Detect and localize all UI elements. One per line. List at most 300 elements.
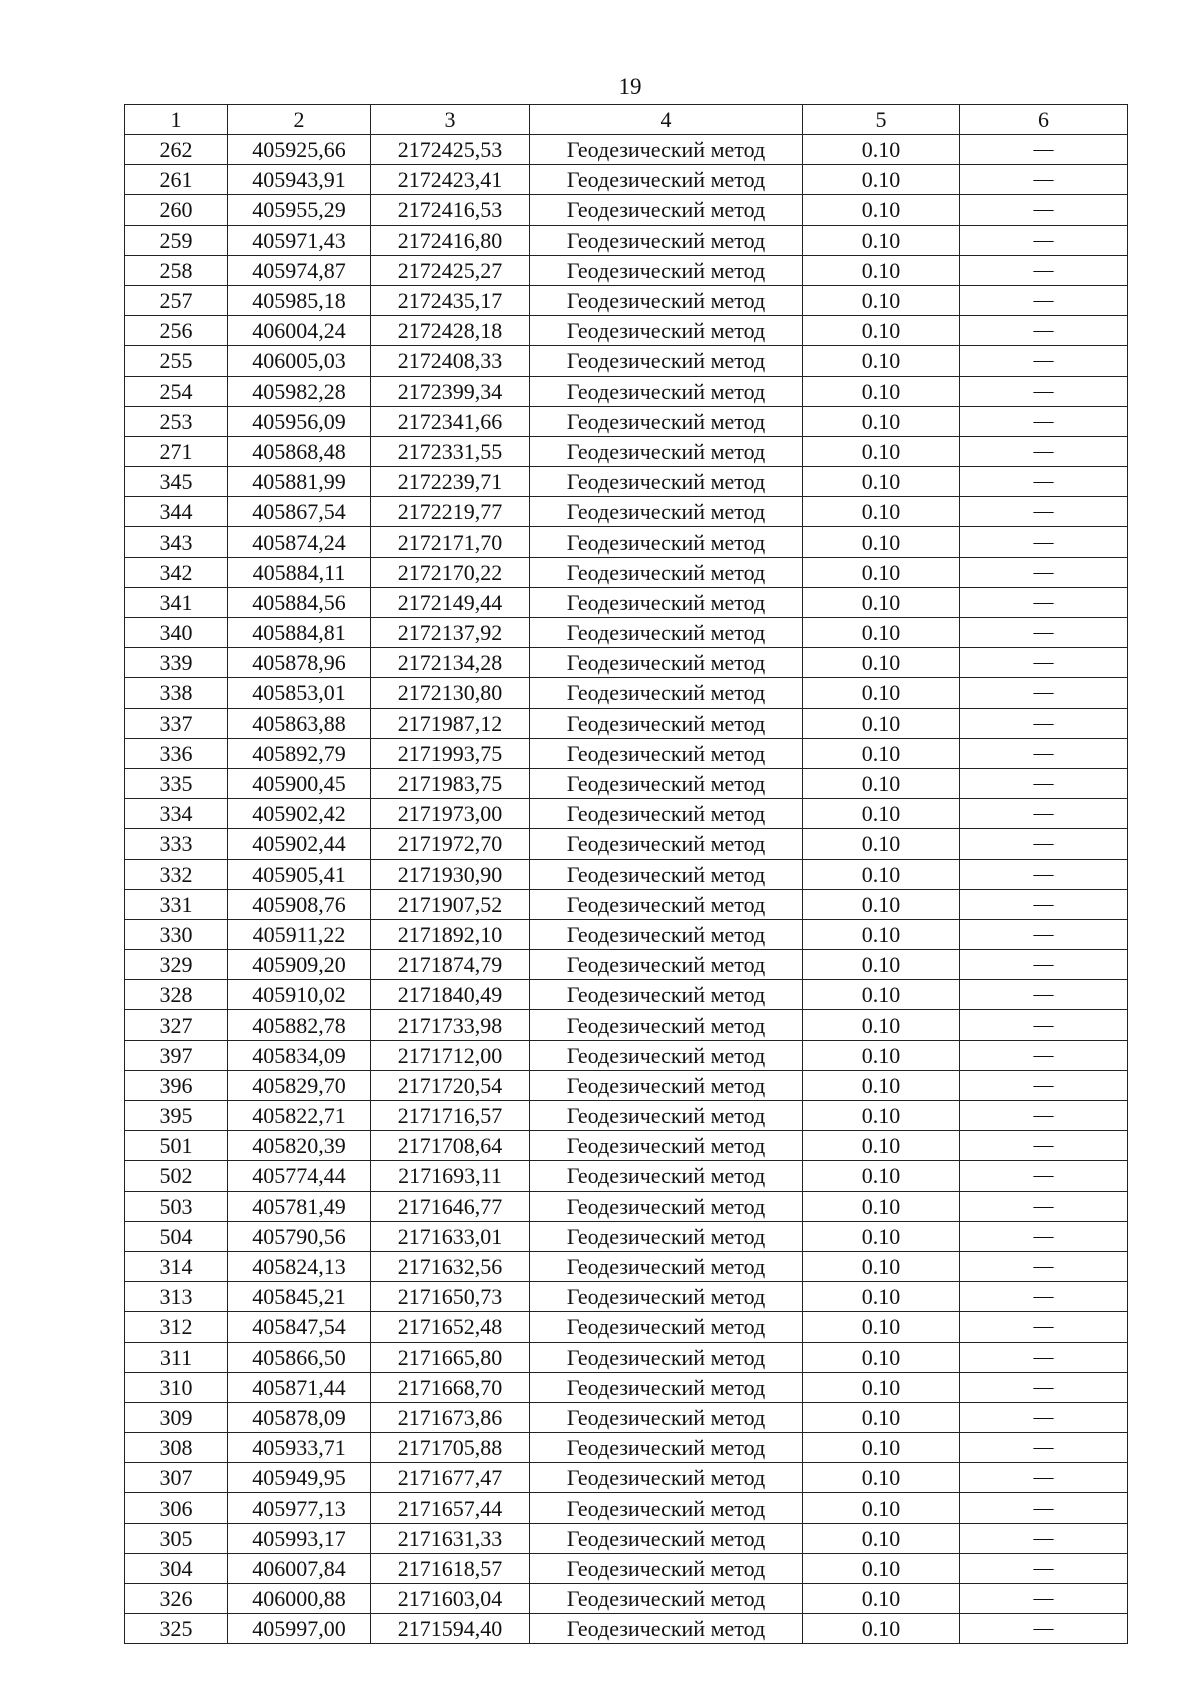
cell-coordinate-x: 405878,09	[228, 1402, 371, 1432]
cell-coordinate-y: 2172341,66	[371, 406, 530, 436]
cell-coordinate-y: 2172219,77	[371, 497, 530, 527]
cell-coordinate-x: 405868,48	[228, 436, 371, 466]
cell-note: —	[960, 859, 1128, 889]
table-row	[125, 829, 1128, 859]
cell-method: Геодезический метод	[530, 1342, 803, 1372]
cell-note: —	[960, 497, 1128, 527]
cell-point-number: 253	[125, 406, 228, 436]
cell-accuracy: 0.10	[803, 1553, 960, 1583]
cell-coordinate-x: 405781,49	[228, 1191, 371, 1221]
cell-method: Геодезический метод	[530, 285, 803, 315]
cell-accuracy: 0.10	[803, 1402, 960, 1432]
cell-coordinate-x: 406000,88	[228, 1584, 371, 1614]
cell-note: —	[960, 346, 1128, 376]
table-row	[125, 1131, 1128, 1161]
cell-coordinate-y: 2172423,41	[371, 165, 530, 195]
cell-coordinate-y: 2171720,54	[371, 1070, 530, 1100]
table-row	[125, 980, 1128, 1010]
cell-method: Геодезический метод	[530, 1402, 803, 1432]
cell-method: Геодезический метод	[530, 436, 803, 466]
table-row	[125, 255, 1128, 285]
cell-point-number: 503	[125, 1191, 228, 1221]
cell-method: Геодезический метод	[530, 1553, 803, 1583]
cell-point-number: 314	[125, 1251, 228, 1281]
table-row	[125, 648, 1128, 678]
cell-note: —	[960, 678, 1128, 708]
cell-point-number: 307	[125, 1463, 228, 1493]
table-row	[125, 1402, 1128, 1432]
cell-method: Геодезический метод	[530, 527, 803, 557]
table-row	[125, 618, 1128, 648]
cell-point-number: 343	[125, 527, 228, 557]
cell-point-number: 254	[125, 376, 228, 406]
cell-coordinate-y: 2171693,11	[371, 1161, 530, 1191]
cell-accuracy: 0.10	[803, 1584, 960, 1614]
cell-note: —	[960, 799, 1128, 829]
cell-coordinate-x: 405820,39	[228, 1131, 371, 1161]
cell-point-number: 258	[125, 255, 228, 285]
table-row	[125, 1312, 1128, 1342]
cell-note: —	[960, 738, 1128, 768]
table-row	[125, 436, 1128, 466]
cell-accuracy: 0.10	[803, 1161, 960, 1191]
cell-method: Геодезический метод	[530, 1493, 803, 1523]
table-row	[125, 1161, 1128, 1191]
cell-coordinate-x: 405774,44	[228, 1161, 371, 1191]
cell-coordinate-x: 406004,24	[228, 316, 371, 346]
cell-coordinate-x: 405985,18	[228, 285, 371, 315]
cell-accuracy: 0.10	[803, 889, 960, 919]
cell-method: Геодезический метод	[530, 738, 803, 768]
cell-point-number: 311	[125, 1342, 228, 1372]
cell-coordinate-x: 405874,24	[228, 527, 371, 557]
cell-coordinate-y: 2171733,98	[371, 1010, 530, 1040]
column-header-coordinate-y: 3	[371, 105, 530, 135]
column-header-coordinate-x: 2	[228, 105, 371, 135]
table-row	[125, 738, 1128, 768]
cell-point-number: 257	[125, 285, 228, 315]
cell-note: —	[960, 1463, 1128, 1493]
table-row	[125, 919, 1128, 949]
table-row	[125, 1221, 1128, 1251]
cell-method: Геодезический метод	[530, 829, 803, 859]
cell-note: —	[960, 376, 1128, 406]
cell-note: —	[960, 768, 1128, 798]
cell-point-number: 397	[125, 1040, 228, 1070]
cell-note: —	[960, 1221, 1128, 1251]
cell-note: —	[960, 1553, 1128, 1583]
cell-coordinate-x: 405822,71	[228, 1101, 371, 1131]
cell-coordinate-y: 2171705,88	[371, 1433, 530, 1463]
cell-coordinate-y: 2171632,56	[371, 1251, 530, 1281]
cell-accuracy: 0.10	[803, 738, 960, 768]
cell-coordinate-y: 2171892,10	[371, 919, 530, 949]
cell-coordinate-x: 405845,21	[228, 1282, 371, 1312]
cell-coordinate-y: 2171633,01	[371, 1221, 530, 1251]
cell-coordinate-y: 2171677,47	[371, 1463, 530, 1493]
cell-coordinate-x: 405884,56	[228, 587, 371, 617]
cell-coordinate-y: 2171646,77	[371, 1191, 530, 1221]
table-row	[125, 497, 1128, 527]
cell-method: Геодезический метод	[530, 1433, 803, 1463]
cell-note: —	[960, 225, 1128, 255]
table-row	[125, 889, 1128, 919]
cell-point-number: 271	[125, 436, 228, 466]
cell-coordinate-x: 405867,54	[228, 497, 371, 527]
table-row	[125, 1010, 1128, 1040]
cell-note: —	[960, 950, 1128, 980]
table-row	[125, 799, 1128, 829]
cell-coordinate-y: 2172408,33	[371, 346, 530, 376]
cell-method: Геодезический метод	[530, 1131, 803, 1161]
cell-accuracy: 0.10	[803, 436, 960, 466]
table-row	[125, 587, 1128, 617]
cell-accuracy: 0.10	[803, 1523, 960, 1553]
cell-coordinate-x: 405905,41	[228, 859, 371, 889]
cell-note: —	[960, 919, 1128, 949]
cell-accuracy: 0.10	[803, 1101, 960, 1131]
cell-coordinate-x: 405982,28	[228, 376, 371, 406]
cell-method: Геодезический метод	[530, 950, 803, 980]
cell-note: —	[960, 467, 1128, 497]
cell-accuracy: 0.10	[803, 497, 960, 527]
cell-method: Геодезический метод	[530, 467, 803, 497]
cell-note: —	[960, 1614, 1128, 1644]
cell-method: Геодезический метод	[530, 618, 803, 648]
cell-coordinate-x: 405884,81	[228, 618, 371, 648]
cell-coordinate-x: 405971,43	[228, 225, 371, 255]
cell-note: —	[960, 1312, 1128, 1342]
table-row	[125, 1433, 1128, 1463]
cell-point-number: 310	[125, 1372, 228, 1402]
cell-coordinate-x: 405882,78	[228, 1010, 371, 1040]
cell-coordinate-y: 2172239,71	[371, 467, 530, 497]
cell-point-number: 336	[125, 738, 228, 768]
cell-accuracy: 0.10	[803, 376, 960, 406]
table-row	[125, 1493, 1128, 1523]
cell-note: —	[960, 1191, 1128, 1221]
cell-method: Геодезический метод	[530, 648, 803, 678]
cell-method: Геодезический метод	[530, 768, 803, 798]
cell-coordinate-x: 405908,76	[228, 889, 371, 919]
table-row	[125, 285, 1128, 315]
cell-method: Геодезический метод	[530, 678, 803, 708]
cell-point-number: 325	[125, 1614, 228, 1644]
table-row	[125, 1191, 1128, 1221]
table-row	[125, 1553, 1128, 1583]
cell-note: —	[960, 1040, 1128, 1070]
cell-point-number: 256	[125, 316, 228, 346]
cell-point-number: 260	[125, 195, 228, 225]
cell-coordinate-y: 2172399,34	[371, 376, 530, 406]
cell-method: Геодезический метод	[530, 195, 803, 225]
cell-accuracy: 0.10	[803, 829, 960, 859]
cell-accuracy: 0.10	[803, 859, 960, 889]
cell-note: —	[960, 195, 1128, 225]
table-row	[125, 316, 1128, 346]
cell-accuracy: 0.10	[803, 1342, 960, 1372]
cell-accuracy: 0.10	[803, 195, 960, 225]
cell-coordinate-x: 405925,66	[228, 135, 371, 165]
cell-point-number: 396	[125, 1070, 228, 1100]
cell-note: —	[960, 1010, 1128, 1040]
cell-method: Геодезический метод	[530, 1040, 803, 1070]
cell-accuracy: 0.10	[803, 285, 960, 315]
cell-accuracy: 0.10	[803, 1040, 960, 1070]
cell-coordinate-y: 2171907,52	[371, 889, 530, 919]
cell-accuracy: 0.10	[803, 1191, 960, 1221]
table-row	[125, 1523, 1128, 1553]
cell-note: —	[960, 1342, 1128, 1372]
cell-coordinate-x: 405909,20	[228, 950, 371, 980]
cell-note: —	[960, 1101, 1128, 1131]
cell-note: —	[960, 436, 1128, 466]
cell-point-number: 340	[125, 618, 228, 648]
cell-method: Геодезический метод	[530, 135, 803, 165]
cell-point-number: 331	[125, 889, 228, 919]
table-row	[125, 225, 1128, 255]
cell-method: Геодезический метод	[530, 165, 803, 195]
cell-coordinate-y: 2171631,33	[371, 1523, 530, 1553]
cell-method: Геодезический метод	[530, 1463, 803, 1493]
cell-method: Геодезический метод	[530, 587, 803, 617]
cell-coordinate-x: 405997,00	[228, 1614, 371, 1644]
cell-coordinate-x: 405902,44	[228, 829, 371, 859]
cell-accuracy: 0.10	[803, 1221, 960, 1251]
cell-method: Геодезический метод	[530, 889, 803, 919]
cell-coordinate-y: 2171665,80	[371, 1342, 530, 1372]
cell-accuracy: 0.10	[803, 1282, 960, 1312]
cell-coordinate-y: 2172425,53	[371, 135, 530, 165]
cell-note: —	[960, 1584, 1128, 1614]
cell-accuracy: 0.10	[803, 346, 960, 376]
cell-coordinate-y: 2172416,80	[371, 225, 530, 255]
cell-coordinate-y: 2171874,79	[371, 950, 530, 980]
table-row	[125, 950, 1128, 980]
cell-accuracy: 0.10	[803, 1493, 960, 1523]
cell-method: Геодезический метод	[530, 708, 803, 738]
cell-coordinate-y: 2171594,40	[371, 1614, 530, 1644]
cell-coordinate-y: 2171987,12	[371, 708, 530, 738]
cell-coordinate-x: 405910,02	[228, 980, 371, 1010]
table-row	[125, 1101, 1128, 1131]
cell-note: —	[960, 1070, 1128, 1100]
cell-accuracy: 0.10	[803, 950, 960, 980]
cell-point-number: 335	[125, 768, 228, 798]
cell-point-number: 345	[125, 467, 228, 497]
cell-note: —	[960, 1493, 1128, 1523]
cell-method: Геодезический метод	[530, 255, 803, 285]
column-header-accuracy: 5	[803, 105, 960, 135]
cell-coordinate-y: 2171668,70	[371, 1372, 530, 1402]
table-row	[125, 195, 1128, 225]
cell-coordinate-y: 2171840,49	[371, 980, 530, 1010]
table-row	[125, 376, 1128, 406]
table-row	[125, 1463, 1128, 1493]
cell-point-number: 255	[125, 346, 228, 376]
cell-coordinate-x: 405853,01	[228, 678, 371, 708]
cell-note: —	[960, 1523, 1128, 1553]
cell-coordinate-y: 2171712,00	[371, 1040, 530, 1070]
page-number: 19	[618, 74, 642, 99]
cell-coordinate-y: 2171708,64	[371, 1131, 530, 1161]
cell-note: —	[960, 889, 1128, 919]
cell-point-number: 328	[125, 980, 228, 1010]
cell-coordinate-y: 2172416,53	[371, 195, 530, 225]
cell-note: —	[960, 980, 1128, 1010]
cell-coordinate-y: 2172134,28	[371, 648, 530, 678]
cell-method: Геодезический метод	[530, 1070, 803, 1100]
cell-coordinate-y: 2172170,22	[371, 557, 530, 587]
cell-method: Геодезический метод	[530, 225, 803, 255]
cell-accuracy: 0.10	[803, 1070, 960, 1100]
cell-note: —	[960, 1372, 1128, 1402]
table-row	[125, 1251, 1128, 1281]
cell-method: Геодезический метод	[530, 376, 803, 406]
table-body	[125, 135, 1128, 1644]
cell-accuracy: 0.10	[803, 1372, 960, 1402]
cell-coordinate-x: 405993,17	[228, 1523, 371, 1553]
coordinates-table	[124, 104, 1128, 1644]
cell-accuracy: 0.10	[803, 557, 960, 587]
table-header-row	[125, 105, 1128, 135]
cell-accuracy: 0.10	[803, 255, 960, 285]
cell-point-number: 308	[125, 1433, 228, 1463]
cell-accuracy: 0.10	[803, 316, 960, 346]
table-row	[125, 1372, 1128, 1402]
cell-note: —	[960, 557, 1128, 587]
cell-coordinate-y: 2171972,70	[371, 829, 530, 859]
cell-method: Геодезический метод	[530, 316, 803, 346]
cell-coordinate-x: 405847,54	[228, 1312, 371, 1342]
cell-point-number: 330	[125, 919, 228, 949]
table-row	[125, 557, 1128, 587]
cell-method: Геодезический метод	[530, 1101, 803, 1131]
cell-point-number: 329	[125, 950, 228, 980]
cell-point-number: 326	[125, 1584, 228, 1614]
cell-note: —	[960, 1433, 1128, 1463]
cell-accuracy: 0.10	[803, 678, 960, 708]
cell-point-number: 342	[125, 557, 228, 587]
cell-coordinate-x: 405866,50	[228, 1342, 371, 1372]
cell-coordinate-x: 405892,79	[228, 738, 371, 768]
cell-coordinate-x: 405900,45	[228, 768, 371, 798]
cell-method: Геодезический метод	[530, 557, 803, 587]
cell-point-number: 333	[125, 829, 228, 859]
cell-point-number: 338	[125, 678, 228, 708]
column-header-method: 4	[530, 105, 803, 135]
cell-point-number: 501	[125, 1131, 228, 1161]
cell-accuracy: 0.10	[803, 1131, 960, 1161]
cell-accuracy: 0.10	[803, 1463, 960, 1493]
cell-point-number: 305	[125, 1523, 228, 1553]
cell-coordinate-x: 405911,22	[228, 919, 371, 949]
cell-accuracy: 0.10	[803, 135, 960, 165]
cell-note: —	[960, 1131, 1128, 1161]
cell-coordinate-x: 405824,13	[228, 1251, 371, 1281]
cell-note: —	[960, 708, 1128, 738]
cell-accuracy: 0.10	[803, 618, 960, 648]
cell-coordinate-x: 405974,87	[228, 255, 371, 285]
cell-accuracy: 0.10	[803, 1010, 960, 1040]
cell-coordinate-y: 2172149,44	[371, 587, 530, 617]
cell-method: Геодезический метод	[530, 859, 803, 889]
cell-coordinate-x: 406005,03	[228, 346, 371, 376]
cell-coordinate-y: 2172428,18	[371, 316, 530, 346]
cell-accuracy: 0.10	[803, 768, 960, 798]
cell-coordinate-y: 2171983,75	[371, 768, 530, 798]
cell-coordinate-y: 2172130,80	[371, 678, 530, 708]
table-row	[125, 678, 1128, 708]
table-row	[125, 1070, 1128, 1100]
cell-coordinate-y: 2172331,55	[371, 436, 530, 466]
cell-point-number: 332	[125, 859, 228, 889]
cell-method: Геодезический метод	[530, 1191, 803, 1221]
table-row	[125, 1614, 1128, 1644]
cell-coordinate-x: 405943,91	[228, 165, 371, 195]
cell-accuracy: 0.10	[803, 225, 960, 255]
cell-coordinate-x: 405790,56	[228, 1221, 371, 1251]
cell-note: —	[960, 1251, 1128, 1281]
cell-point-number: 395	[125, 1101, 228, 1131]
cell-coordinate-x: 405881,99	[228, 467, 371, 497]
cell-coordinate-y: 2172425,27	[371, 255, 530, 285]
cell-coordinate-y: 2171657,44	[371, 1493, 530, 1523]
cell-method: Геодезический метод	[530, 1221, 803, 1251]
cell-accuracy: 0.10	[803, 980, 960, 1010]
table-row	[125, 165, 1128, 195]
cell-coordinate-x: 405955,29	[228, 195, 371, 225]
cell-coordinate-x: 405902,42	[228, 799, 371, 829]
cell-note: —	[960, 316, 1128, 346]
cell-point-number: 262	[125, 135, 228, 165]
cell-coordinate-x: 405956,09	[228, 406, 371, 436]
cell-note: —	[960, 1161, 1128, 1191]
cell-coordinate-x: 405834,09	[228, 1040, 371, 1070]
cell-accuracy: 0.10	[803, 467, 960, 497]
cell-point-number: 339	[125, 648, 228, 678]
cell-coordinate-y: 2171618,57	[371, 1553, 530, 1583]
cell-accuracy: 0.10	[803, 708, 960, 738]
cell-method: Геодезический метод	[530, 1312, 803, 1342]
cell-note: —	[960, 406, 1128, 436]
cell-point-number: 334	[125, 799, 228, 829]
cell-point-number: 504	[125, 1221, 228, 1251]
cell-coordinate-y: 2171650,73	[371, 1282, 530, 1312]
cell-note: —	[960, 1282, 1128, 1312]
table-row	[125, 708, 1128, 738]
cell-method: Геодезический метод	[530, 1161, 803, 1191]
cell-point-number: 309	[125, 1402, 228, 1432]
column-header-point-number: 1	[125, 105, 228, 135]
cell-coordinate-x: 405829,70	[228, 1070, 371, 1100]
cell-coordinate-y: 2171716,57	[371, 1101, 530, 1131]
cell-note: —	[960, 285, 1128, 315]
cell-coordinate-x: 405863,88	[228, 708, 371, 738]
cell-accuracy: 0.10	[803, 587, 960, 617]
cell-coordinate-y: 2171973,00	[371, 799, 530, 829]
table-row	[125, 859, 1128, 889]
cell-method: Геодезический метод	[530, 1584, 803, 1614]
table-row	[125, 467, 1128, 497]
cell-note: —	[960, 255, 1128, 285]
cell-note: —	[960, 527, 1128, 557]
cell-coordinate-y: 2171930,90	[371, 859, 530, 889]
cell-point-number: 327	[125, 1010, 228, 1040]
cell-coordinate-x: 405884,11	[228, 557, 371, 587]
cell-coordinate-y: 2171652,48	[371, 1312, 530, 1342]
cell-coordinate-x: 405871,44	[228, 1372, 371, 1402]
